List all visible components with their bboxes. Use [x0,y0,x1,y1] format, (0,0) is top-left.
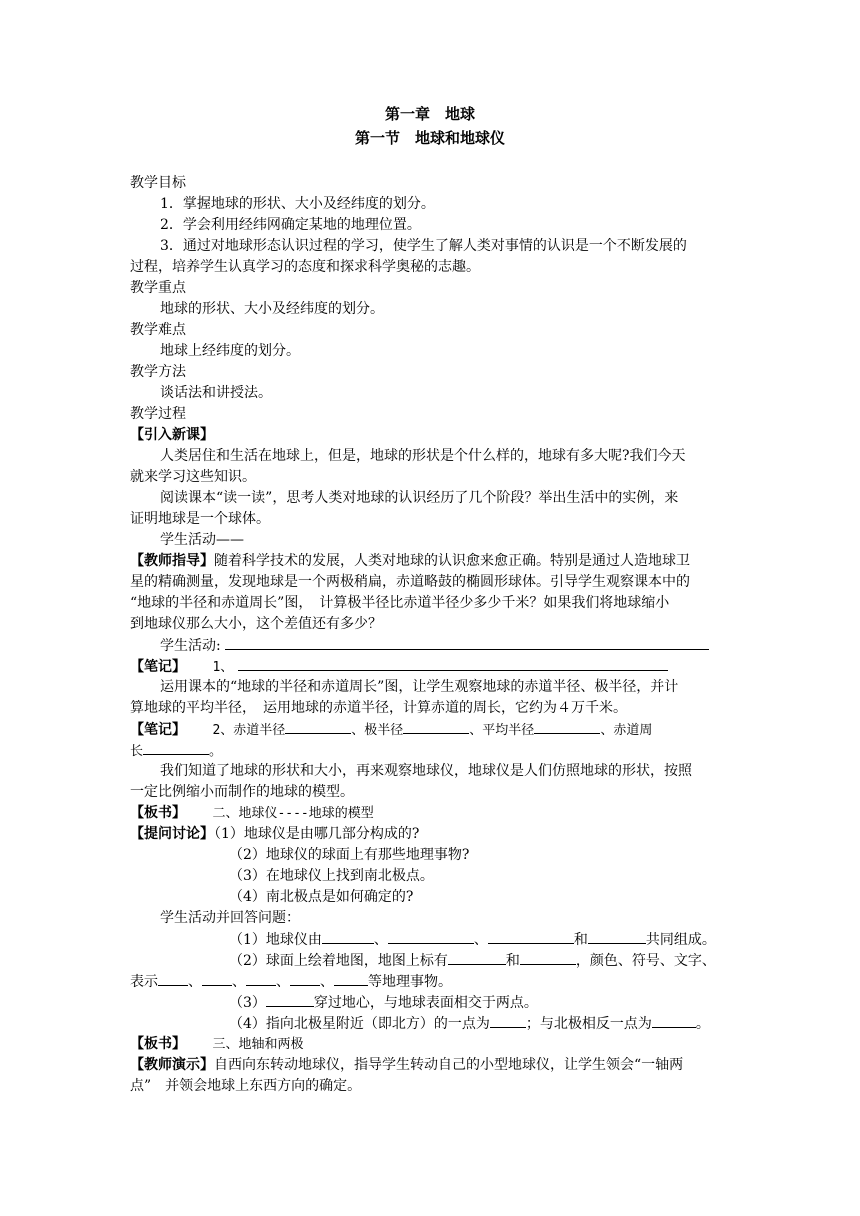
discuss-tag: 【提问讨论】 [130,826,214,842]
answer-2b-sep-4: 、 [320,974,334,990]
answer-2b-sep-3: 、 [276,974,290,990]
answer-3 [229,992,538,1013]
answer-1-blank-1[interactable] [322,929,374,944]
objective-3a: 3．通过对地球形态认识过程的学习，使学生了解人类对事情的认识是一个不断发展的 [160,238,687,254]
answer-4-prefix: （4）指向北极星附近（即北方）的一点为 [229,1016,490,1032]
question-2: （2）地球仪的球面上有那些地理事物? [229,847,470,863]
note2-end: 。 [209,744,223,759]
demo-line-a [130,1055,683,1075]
answer-2b-blank-3[interactable] [246,971,276,986]
demo-line-b: 点” 并领会地球上东西方向的确定。 [130,1078,362,1094]
note-tag-2: 【笔记】 [130,722,186,738]
board-tag-2: 【板书】 [130,1036,186,1052]
board2-text: 三、地轴和两极 [212,1037,304,1052]
objective-1: 1．掌握地球的形状、大小及经纬度的划分。 [160,196,435,212]
intro-line-a: 人类居住和生活在地球上，但是，地球的形状是个什么样的，地球有多大呢?我们今天 [160,448,686,464]
answer-intro: 学生活动并回答问题： [160,910,300,926]
teacher-guide-line-a [130,551,690,571]
globe-line-b: 一定比例缩小而制作的地球的模型。 [130,784,354,800]
demo-text-a: 自西向东转动地球仪，指导学生转动自己的小型地球仪，让学生领会“一轴两 [214,1057,684,1073]
answer-2b-blank-2[interactable] [202,971,232,986]
teacher-guide-text-a: 随着科学技术的发展，人类对地球的认识愈来愈正确。特别是通过人造地球卫 [214,553,690,569]
polar-radius-blank[interactable] [403,719,469,734]
note2-mean-radius-label: 、平均半径 [469,723,535,738]
note2-equator-radius-label: 2、赤道半径 [212,723,286,738]
use-line-a: 运用课本的“地球的半径和赤道周长”图，让学生观察地球的赤道半径、极半径，并计 [160,679,679,695]
use-line-b: 算地球的平均半径， 运用地球的赤道半径，计算赤道的周长，它约为４万千米。 [130,700,627,716]
answer-3-end: 穿过地心，与地球表面相交于两点。 [313,995,538,1011]
answer-4-mid: ；与北极相反一点为 [525,1016,652,1032]
answer-2-and: 和 [505,953,520,969]
board2-line [130,1034,303,1055]
intro-line-b: 就来学习这些知识。 [130,469,256,485]
answer-4-blank-1[interactable] [490,1013,526,1028]
answer-3-blank[interactable] [266,992,314,1007]
answer-2b-blank-4[interactable] [290,971,320,986]
answer-2b-sep-1: 、 [188,974,202,990]
note2-line-b [130,740,222,762]
note2-circumference-cont: 长 [130,744,144,759]
answer-1-sep-1: 、 [373,932,388,948]
answer-2 [229,950,716,971]
read-line-b: 证明地球是一个球体。 [130,511,270,527]
answer-4-blank-2[interactable] [652,1013,696,1028]
key-point-heading: 教学重点 [130,280,186,296]
student-activity-line [160,635,709,656]
teacher-guide-tag: 【教师指导】 [130,553,214,569]
answer-2b-blank-1[interactable] [158,971,188,986]
answer-1-blank-2[interactable] [388,929,474,944]
objective-3b: 过程，培养学生认真学习的态度和探求科学奥秘的志趣。 [130,259,480,275]
student-activity-label: 学生活动: [160,638,221,654]
intro-tag: 【引入新课】 [130,427,214,443]
answer-1-prefix: （1）地球仪由 [229,932,322,948]
read-line-a: 阅读课本“读一读”，思考人类对地球的认识经历了几个阶段？举出生活中的实例，来 [160,490,679,506]
note1-number: 1、 [212,660,234,675]
difficulty-text: 地球上经纬度的划分。 [160,343,300,359]
answer-2-end: ，颜色、符号、文字、 [575,953,716,969]
answer-1 [229,929,716,950]
note2-circumference-label: 、赤道周 [600,723,653,738]
mean-radius-blank[interactable] [534,719,600,734]
note1-line [130,656,668,678]
discuss-line-1 [130,824,419,844]
answer-2b-prefix: 表示 [130,974,158,990]
answer-1-sep-2: 、 [473,932,488,948]
question-1: （1）地球仪是由哪几部分构成的? [214,826,420,842]
answer-3-prefix: （3） [229,995,266,1011]
teacher-guide-line-c: “地球的半径和赤道周长”图， 计算极半径比赤道半径少多少千米？如果我们将地球缩小 [130,595,670,611]
teacher-guide-line-d: 到地球仪那么大小，这个差值还有多少？ [130,616,382,632]
note1-blank[interactable] [238,656,668,671]
chapter-title: 第一章 地球 [384,105,475,123]
difficulty-heading: 教学难点 [130,322,186,338]
answer-2b-sep-2: 、 [232,974,246,990]
answer-2-prefix: （2）球面上绘着地图，地图上标有 [229,953,448,969]
board1-line [130,803,374,824]
answer-1-end: 共同组成。 [645,932,716,948]
teacher-guide-line-b: 星的精确测量，发现地球是一个两极稍扁，赤道略鼓的椭圆形球体。引导学生观察课本中的 [130,574,690,590]
answer-1-blank-3[interactable] [488,929,574,944]
student-activity-blank[interactable] [225,635,709,650]
circumference-blank[interactable] [143,740,209,755]
objective-2: 2．学会利用经纬网确定某地的地理位置。 [160,217,421,233]
answer-4 [229,1013,710,1034]
board-tag: 【板书】 [130,805,186,821]
student-activity-dash: 学生活动—— [160,532,244,548]
answer-2b [130,971,452,992]
note2-line [130,719,652,741]
section-title: 第一节 地球和地球仪 [354,129,505,147]
process-heading: 教学过程 [130,406,186,422]
method-heading: 教学方法 [130,364,186,380]
key-point-text: 地球的形状、大小及经纬度的划分。 [160,301,384,317]
question-3: （3）在地球仪上找到南北极点。 [229,868,434,884]
note-tag: 【笔记】 [130,659,186,675]
answer-2b-end: 等地理事物。 [368,974,452,990]
answer-2-blank-1[interactable] [448,950,506,965]
objectives-heading: 教学目标 [130,175,186,191]
answer-2b-blank-5[interactable] [334,971,368,986]
answer-1-and: 和 [573,932,588,948]
globe-line-a: 我们知道了地球的形状和大小，再来观察地球仪，地球仪是人们仿照地球的形状，按照 [160,763,692,779]
answer-4-end: 。 [695,1016,710,1032]
note2-polar-radius-label: 、极半径 [351,723,404,738]
question-4: （4）南北极点是如何确定的? [229,889,414,905]
method-text: 谈话法和讲授法。 [160,385,272,401]
demo-tag: 【教师演示】 [130,1057,214,1073]
answer-1-blank-4[interactable] [588,929,646,944]
answer-2-blank-2[interactable] [520,950,576,965]
board1-text: 二、地球仪----地球的模型 [212,806,374,821]
equator-radius-blank[interactable] [285,719,351,734]
